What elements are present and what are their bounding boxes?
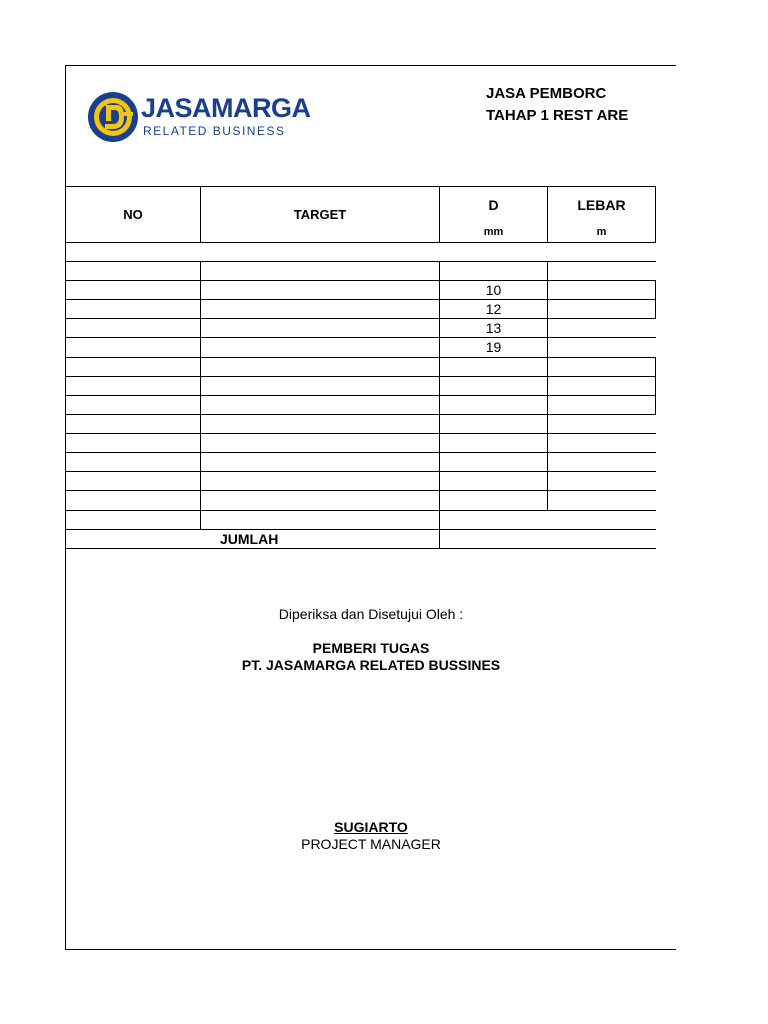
d-value: 19 [485,339,502,355]
document-title-line1: JASA PEMBORC [486,85,607,102]
signer-name: SUGIARTO [334,819,408,835]
brand-name: JASAMARGA [141,93,311,123]
approval-statement: Diperiksa dan Disetujui Oleh : [278,606,464,622]
jasamarga-emblem-icon [87,91,139,143]
table-line [66,337,656,338]
d-value: 10 [485,282,502,298]
table-line [66,510,656,511]
table-line [200,261,201,529]
column-header-lebar: LEBAR [577,197,626,213]
table-line [655,186,656,242]
table-line [66,433,656,434]
table-line [66,529,656,530]
table-line [655,280,656,318]
signer-title: PROJECT MANAGER [301,836,441,852]
table-line [655,357,656,415]
document-title-line2: TAHAP 1 REST ARE [486,107,629,124]
table-line [66,471,656,472]
table-line [66,490,656,491]
document-sheet [65,65,676,950]
table-line [66,548,656,549]
column-header-d: D [488,197,499,213]
table-line [66,261,656,262]
brand-tagline: RELATED BUSINESS [143,124,286,138]
table-line [66,414,656,415]
d-value: 12 [485,301,502,317]
sheet-content [66,66,656,949]
jasamarga-logo [87,91,311,147]
column-header-no: NO [123,207,143,222]
total-label: JUMLAH [220,531,279,547]
table-line [66,299,656,300]
table-line [66,376,656,377]
table-line [66,357,656,358]
column-header-target: TARGET [293,207,347,222]
approval-company: PT. JASAMARGA RELATED BUSSINES [241,657,501,673]
column-header-d-unit: mm [483,226,504,238]
table-line [66,395,656,396]
table-line [66,280,656,281]
column-header-lebar-unit: m [596,226,607,238]
d-value: 13 [485,320,502,336]
table-line [66,452,656,453]
table-line [66,242,656,243]
table-line [66,186,656,187]
approval-role: PEMBERI TUGAS [312,640,430,656]
table-line [66,318,656,319]
table-line [547,261,548,510]
